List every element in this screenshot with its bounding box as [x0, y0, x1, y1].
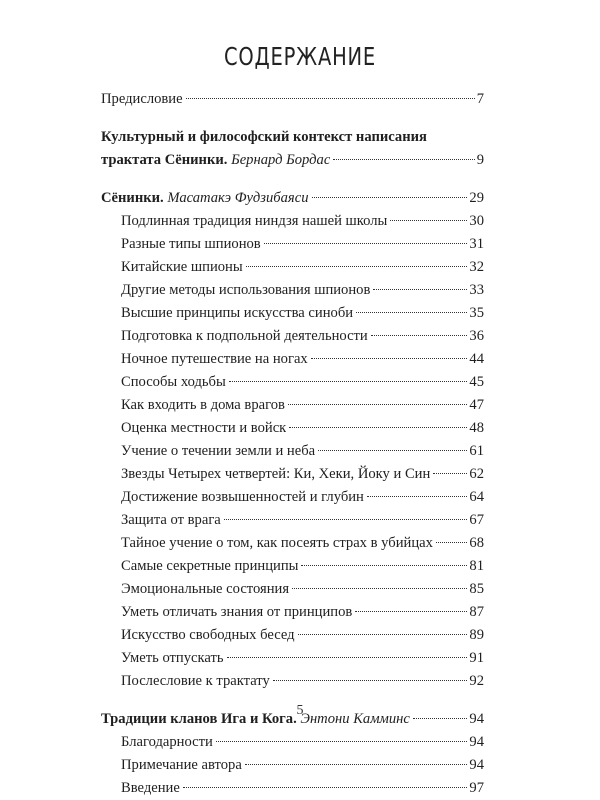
toc-entry-page: 81: [469, 558, 484, 574]
dot-leader: [301, 565, 467, 566]
toc-subentry[interactable]: [101, 647, 484, 670]
dot-leader: [373, 289, 467, 290]
dot-leader: [227, 657, 468, 658]
dot-leader: [390, 220, 467, 221]
toc-entry-text: Подлинная традиция ниндзя нашей школы: [121, 213, 388, 229]
toc-entry-page: 85: [469, 581, 484, 597]
dot-leader: [224, 519, 468, 520]
toc-entry-page: 97: [469, 780, 484, 796]
toc-entry-text: [101, 149, 330, 172]
toc-entry-page: 7: [476, 91, 484, 107]
toc-subentry[interactable]: [101, 532, 484, 555]
dot-leader: [433, 473, 467, 474]
toc-subentry[interactable]: [101, 624, 484, 647]
toc-entry-page: 36: [469, 328, 484, 344]
page-number: 5: [296, 703, 304, 718]
dot-leader: [292, 588, 467, 589]
dot-leader: [216, 741, 468, 742]
toc-subentry[interactable]: [101, 371, 484, 394]
toc-entry-text: Китайские шпионы: [121, 259, 243, 275]
toc-entry-page: 44: [469, 351, 484, 367]
toc-subentry[interactable]: [101, 601, 484, 624]
toc-entry-page: 32: [469, 259, 484, 275]
toc-entry-text: Способы ходьбы: [121, 374, 226, 390]
toc-entry-page: 92: [469, 673, 484, 689]
toc-subentry[interactable]: [101, 348, 484, 371]
toc-entry-text: Учение о течении земли и неба: [121, 443, 316, 459]
section-title: Сёнинки.: [101, 190, 164, 206]
toc-entry-page: 31: [469, 236, 484, 252]
dot-leader: [318, 450, 467, 451]
toc-subentry[interactable]: [101, 256, 484, 279]
section-author: Энтони Камминс: [300, 711, 410, 727]
toc-entry-text: Благодарности: [121, 734, 213, 750]
dot-leader: [371, 335, 468, 336]
toc-entry-page: 64: [469, 489, 484, 505]
toc-entry-text: Как входить в дома врагов: [121, 397, 285, 413]
toc-entry-text: Введение: [121, 780, 180, 796]
dot-leader: [311, 358, 468, 359]
toc-entry-text: Тайное учение о том, как посеять страх в убийцах: [121, 535, 433, 551]
toc-entry-page: 29: [469, 190, 484, 206]
dot-leader: [367, 496, 468, 497]
toc-subentry[interactable]: [101, 463, 484, 486]
toc-subentry[interactable]: [101, 509, 484, 532]
toc-subentry[interactable]: [101, 440, 484, 463]
toc-entry-text: Самые секретные принципы: [121, 558, 299, 574]
dot-leader: [183, 787, 468, 788]
toc-entry-page: 94: [469, 757, 484, 773]
toc-entry-text: Эмоциональные состояния: [121, 581, 290, 597]
toc-subentry[interactable]: [101, 417, 484, 440]
toc-subentry[interactable]: [101, 578, 484, 601]
dot-leader: [312, 197, 468, 198]
dot-leader: [436, 542, 468, 543]
toc-entry-page: 9: [476, 152, 484, 168]
dot-leader: [333, 159, 474, 160]
toc-subentries-traditions: [101, 731, 484, 800]
toc-entry-text: Искусство свободных бесед: [121, 627, 295, 643]
dot-leader: [288, 404, 468, 405]
toc-entry-page: 94: [469, 711, 484, 727]
dot-leader: [273, 680, 468, 681]
dot-leader: [289, 427, 467, 428]
toc-entry-page: 30: [469, 213, 484, 229]
dot-leader: [246, 266, 468, 267]
dot-leader: [229, 381, 468, 382]
toc-entry-text: Достижение возвышенностей и глубин: [121, 489, 364, 505]
dot-leader: [356, 312, 467, 313]
section-title: Традиции кланов Ига и Кога.: [101, 711, 297, 727]
toc-entry-cultural[interactable]: [101, 149, 484, 172]
toc-entry-page: 91: [469, 650, 484, 666]
toc-entry-text: Другие методы использования шпионов: [121, 282, 371, 298]
toc-entry-page: 48: [469, 420, 484, 436]
section-author: Бернард Бордас: [231, 152, 331, 168]
toc-entry-preface[interactable]: [101, 88, 484, 111]
page-title: СОДЕРЖАНИЕ: [223, 42, 377, 71]
toc-entry-page: 47: [469, 397, 484, 413]
toc-entry-page: 87: [469, 604, 484, 620]
toc-entry-page: 67: [469, 512, 484, 528]
toc-subentry[interactable]: [101, 670, 484, 693]
section-title: трактата Сёнинки.: [101, 152, 228, 168]
toc-entry-text: Разные типы шпионов: [121, 236, 261, 252]
table-of-contents: [101, 88, 484, 800]
toc-section-cultural-line1: Культурный и философский контекст написания: [101, 129, 427, 145]
dot-leader: [298, 634, 468, 635]
toc-entry-page: 61: [469, 443, 484, 459]
toc-entry-page: 62: [469, 466, 484, 482]
toc-subentry[interactable]: [101, 777, 484, 800]
toc-subentry[interactable]: [101, 325, 484, 348]
toc-entry-page: 45: [469, 374, 484, 390]
toc-entry-page: 89: [469, 627, 484, 643]
toc-section-shoninki[interactable]: [101, 187, 484, 210]
toc-entry-text: Звезды Четырех четвертей: Ки, Хеки, Йоку и Син: [121, 466, 431, 482]
toc-entry-page: 33: [469, 282, 484, 298]
toc-subentry[interactable]: [101, 486, 484, 509]
toc-subentry[interactable]: [101, 210, 484, 233]
toc-subentry[interactable]: [101, 731, 484, 754]
toc-subentry[interactable]: [101, 302, 484, 325]
toc-subentry[interactable]: [101, 555, 484, 578]
toc-entry-text: Уметь отличать знания от принципов: [121, 604, 353, 620]
toc-entry-page: 68: [469, 535, 484, 551]
dot-leader: [186, 98, 475, 99]
toc-entry-text: Предисловие: [101, 91, 183, 107]
toc-entry-text: Высшие принципы искусства синоби: [121, 305, 354, 321]
toc-subentry[interactable]: [101, 279, 484, 302]
toc-entry-page: 94: [469, 734, 484, 750]
toc-entry-text: Уметь отпускать: [121, 650, 224, 666]
toc-subentry[interactable]: [101, 754, 484, 777]
toc-entry-text: Защита от врага: [121, 512, 221, 528]
toc-subentry[interactable]: [101, 394, 484, 417]
toc-entry-text: Примечание автора: [121, 757, 242, 773]
section-author: Масатакэ Фудзибаяси: [167, 190, 309, 206]
toc-entry-page: 35: [469, 305, 484, 321]
toc-entry-text: Подготовка к подпольной деятельности: [121, 328, 368, 344]
dot-leader: [245, 764, 468, 765]
toc-entry-text: Ночное путешествие на ногах: [121, 351, 308, 367]
toc-entry-text: Оценка местности и войск: [121, 420, 287, 436]
toc-entry-text: Послесловие к трактату: [121, 673, 270, 689]
toc-entry-text: [101, 187, 309, 210]
toc-subentries-shoninki: [101, 210, 484, 693]
dot-leader: [355, 611, 467, 612]
toc-subentry[interactable]: [101, 233, 484, 256]
dot-leader: [264, 243, 468, 244]
